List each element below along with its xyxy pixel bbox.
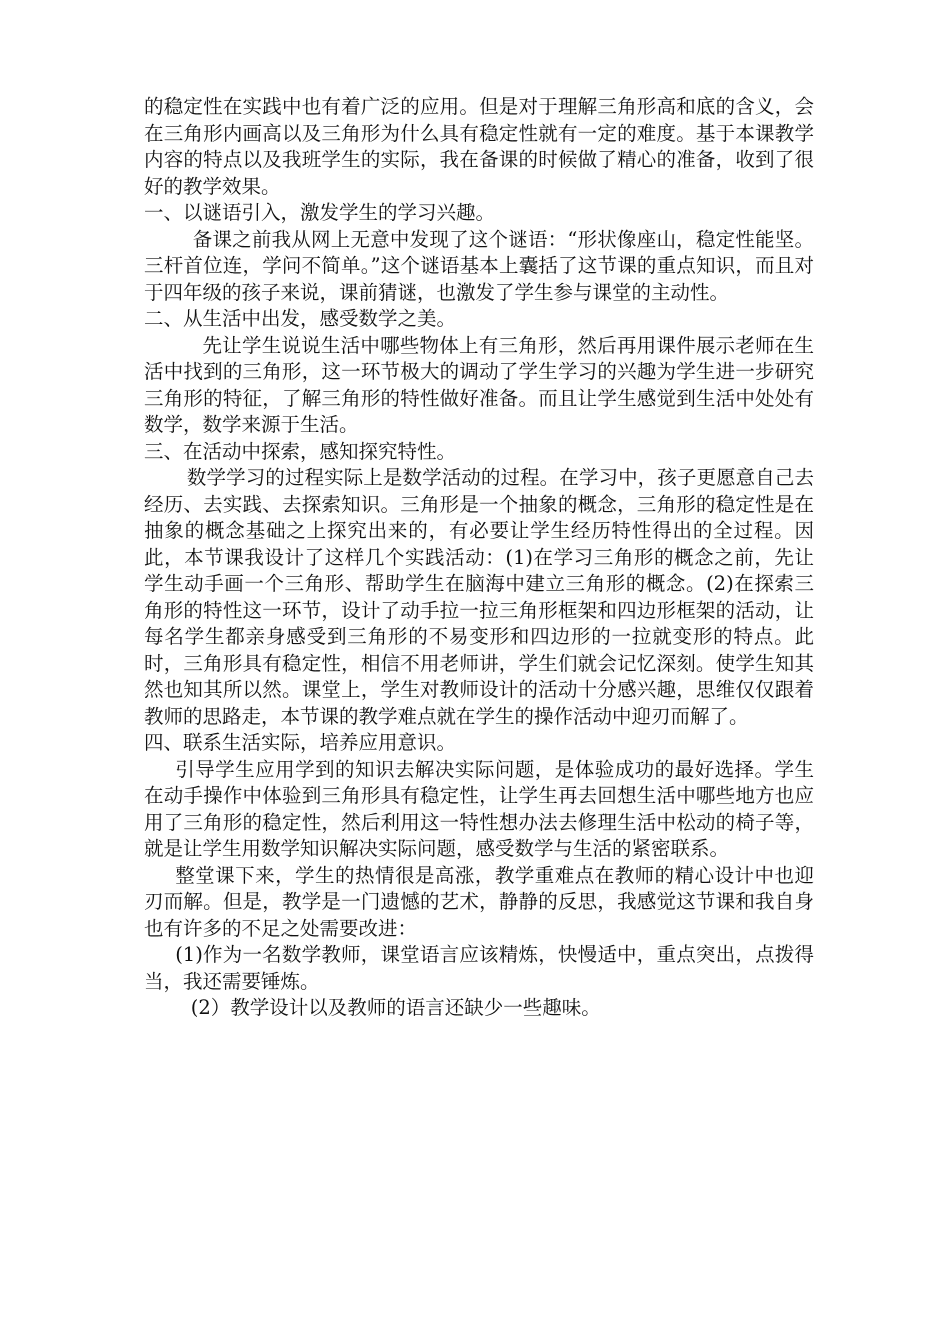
section-heading-2: 二、从生活中出发，感受数学之美。 <box>144 307 457 330</box>
section-1-paragraph: 备课之前我从网上无意中发现了这个谜语：“形状像座山，稳定性能坚。三杆首位连，学问不简单。”这个谜语基本上囊括了这节课的重点知识，而且对于四年级的孩子来说，课前猜谜，也激发了学生参与课堂的主动性。 <box>144 227 814 304</box>
section-heading-4: 四、联系生活实际，培养应用意识。 <box>144 731 457 754</box>
intro-paragraph: 的稳定性在实践中也有着广泛的应用。但是对于理解三角形高和底的含义，会在三角形内画高以及三角形为什么具有稳定性就有一定的难度。基于本课教学内容的特点以及我班学生的实际，我在备课的时候做了精心的准备，收到了很好的教学效果。 <box>144 95 814 198</box>
reflection-paragraph: 整堂课下来，学生的热情很是高涨，教学重难点在教师的精心设计中也迎刃而解。但是，教学是一门遗憾的艺术，静静的反思，我感觉这节课和我自身也有许多的不足之处需要改进： <box>144 863 814 940</box>
document-page <box>144 94 814 1022</box>
section-3-paragraph: 数学学习的过程实际上是数学活动的过程。在学习中，孩子更愿意自己去经历、去实践、去探索知识。三角形是一个抽象的概念，三角形的稳定性是在抽象的概念基础之上探究出来的，有必要让学生经历特性得出的全过程。因此，本节课我设计了这样几个实践活动：(1)在学习三角形的概念之前，先让学生动手画一个三角形、帮助学生在脑海中建立三角形的概念。(2)在探索三角形的特性这一环节，设计了动手拉一拉三角形框架和四边形框架的活动，让每名学生都亲身感受到三角形的不易变形和四边形的一拉就变形的特点。此时，三角形具有稳定性，相信不用老师讲，学生们就会记忆深刻。使学生知其然也知其所以然。课堂上，学生对教师设计的活动十分感兴趣，思维仅仅跟着教师的思路走，本节课的教学难点就在学生的操作活动中迎刃而解了。 <box>144 466 814 728</box>
improvement-item-1: (1)作为一名数学教师，课堂语言应该精炼，快慢适中，重点突出，点拨得当，我还需要锤炼。 <box>144 943 814 993</box>
section-4-paragraph: 引导学生应用学到的知识去解决实际问题，是体验成功的最好选择。学生在动手操作中体验到三角形具有稳定性，让学生再去回想生活中哪些地方也应用了三角形的稳定性，然后利用这一特性想办法去修理生活中松动的椅子等，就是让学生用数学知识解决实际问题，感受数学与生活的紧密联系。 <box>144 757 814 860</box>
section-heading-1: 一、以谜语引入，激发学生的学习兴趣。 <box>144 201 496 224</box>
section-heading-3: 三、在活动中探索，感知探究特性。 <box>144 439 457 463</box>
section-2-paragraph: 先让学生说说生活中哪些物体上有三角形，然后再用课件展示老师在生活中找到的三角形，这一环节极大的调动了学生学习的兴趣为学生进一步研究三角形的特征，了解三角形的特性做好准备。而且让学生感觉到生活中处处有数学，数学来源于生活。 <box>144 333 814 436</box>
improvement-item-2: (2）教学设计以及教师的语言还缺少一些趣味。 <box>190 996 601 1019</box>
